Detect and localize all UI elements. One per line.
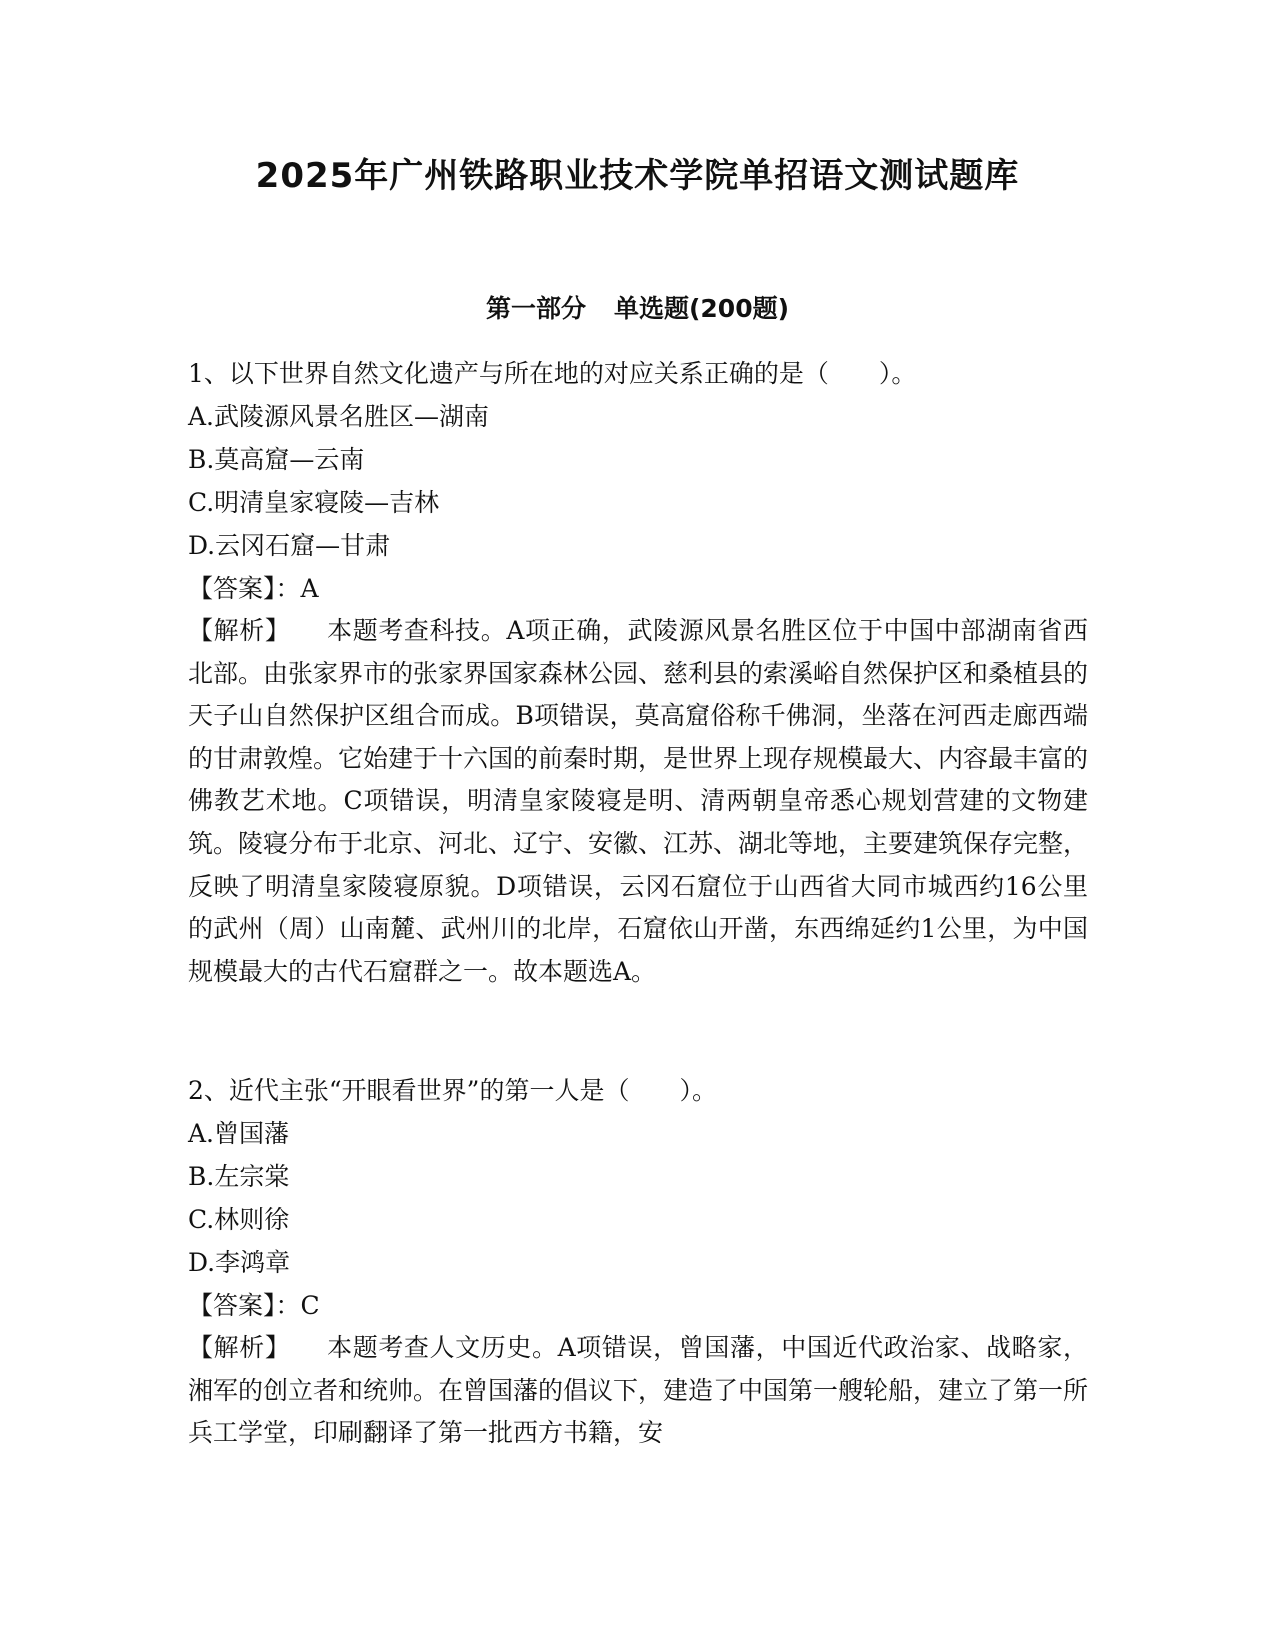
section-part: 第一部分 [485, 294, 586, 323]
option-c: C.林则徐 [188, 1205, 290, 1234]
explanation-text: 本题考查人文历史。A项错误，曾国藩，中国近代政治家、战略家，湘军的创立者和统帅。在曾国藩的倡议下，建造了中国第一艘轮船，建立了第一所兵工学堂，印刷翻译了第一批西方书籍，安 [188, 1333, 1089, 1448]
option-c: C.明清皇家寝陵—吉林 [188, 488, 440, 517]
question-stem: 2、近代主张“开眼看世界”的第一人是（ ）。 [188, 1076, 717, 1105]
option-b: B.莫高窟—云南 [188, 445, 365, 474]
explanation-label: 【解析】 [188, 1333, 291, 1362]
section-name: 单选题(200题) [613, 294, 790, 323]
answer-line [188, 1284, 1088, 1327]
explanation-label: 【解析】 [188, 616, 291, 645]
question-1 [188, 352, 1088, 993]
question-2 [188, 1069, 1088, 1455]
answer-value: C [300, 1291, 320, 1320]
answer-label: 【答案】： [188, 574, 301, 603]
option-d: D.云冈石窟—甘肃 [188, 531, 391, 560]
explanation [188, 610, 1088, 993]
option-a: A.曾国藩 [188, 1119, 290, 1148]
document-title: 2025年广州铁路职业技术学院单招语文测试题库 [255, 156, 1020, 196]
answer-label: 【答案】： [188, 1291, 301, 1320]
answer-line [188, 567, 1088, 610]
section-heading [0, 289, 1275, 325]
explanation [188, 1327, 1088, 1455]
option-a: A.武陵源风景名胜区—湖南 [188, 402, 490, 431]
option-d: D.李鸿章 [188, 1248, 291, 1277]
option-b: B.左宗棠 [188, 1162, 290, 1191]
answer-value: A [300, 574, 319, 603]
explanation-text: 本题考查科技。A项正确，武陵源风景名胜区位于中国中部湖南省西北部。由张家界市的张家界国家森林公园、慈利县的索溪峪自然保护区和桑植县的天子山自然保护区组合而成。B项错误，莫高窟俗称千佛洞，坐落在河西走廊西端的甘肃敦煌。它始建于十六国的前秦时期，是世界上现存规模最大、内容最丰富的佛教艺术地。C项错误，明清皇家陵寝是明、清两朝皇帝悉心规划营建的文物建筑。陵寝分布于北京、河北、辽宁、安徽、江苏、湖北等地，主要建筑保存完整，反映了明清皇家陵寝原貌。D项错误，云冈石窟位于山西省大同市城西约16公里的武州（周）山南麓、武州川的北岸，石窟依山开凿，东西绵延约1公里，为中国规模最大的古代石窟群之一。故本题选A。 [188, 616, 1089, 986]
question-stem: 1、以下世界自然文化遗产与所在地的对应关系正确的是（ ）。 [188, 359, 917, 388]
